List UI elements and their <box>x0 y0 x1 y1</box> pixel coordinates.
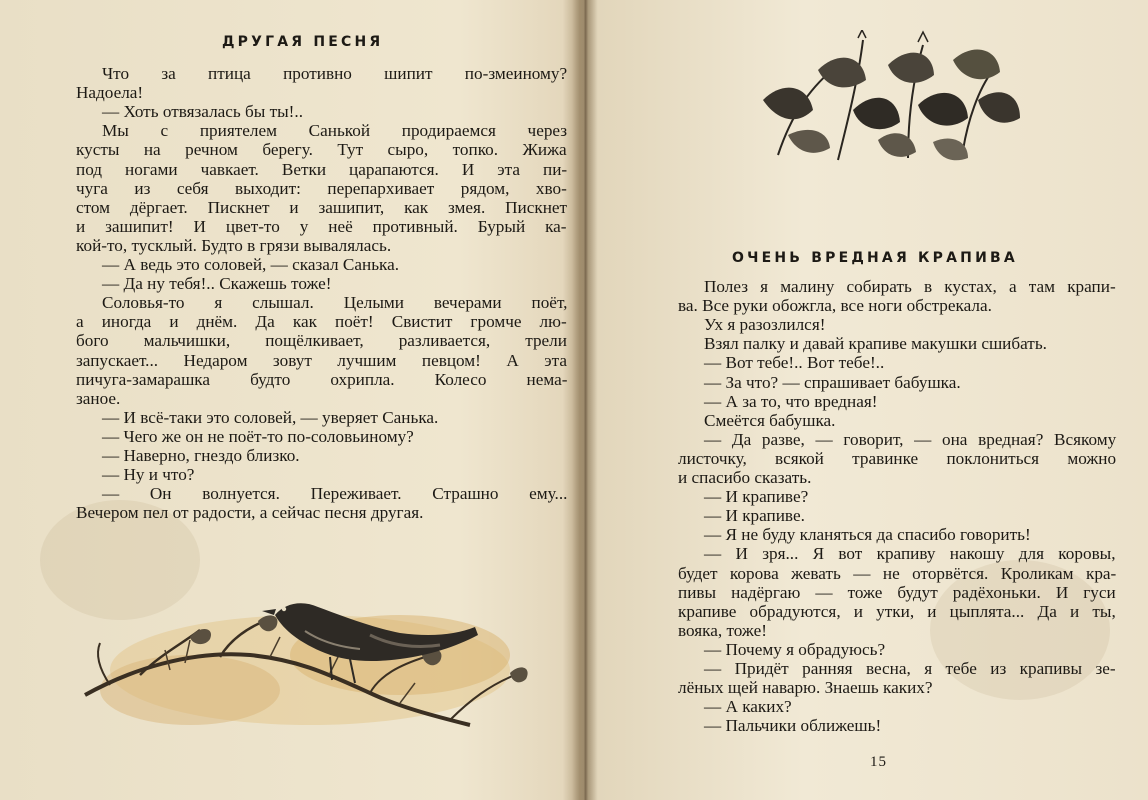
text-line: Вечером пел от радости, а сейчас песня другая. <box>76 503 424 523</box>
text-line: Надоела! <box>76 83 144 103</box>
text-line: — А каких? <box>704 697 792 717</box>
text-line: — Вот тебе!.. Вот тебе!.. <box>704 353 885 373</box>
text-line: — Да ну тебя!.. Скажешь тоже! <box>102 274 332 294</box>
text-line: чуга из себя выходит: перепархивает рядом, хво- <box>76 178 567 198</box>
text-line: кусты на речном берегу. Тут сыро, топко. Жижа <box>76 140 567 160</box>
text-line: — И крапиве? <box>704 487 809 507</box>
text-line: будет корова жевать — не оторвётся. Кроликам кра- <box>678 563 1117 583</box>
text-line: — За что? — спрашивает бабушка. <box>704 372 961 392</box>
text-line: заное. <box>76 388 121 408</box>
text-line: Смеётся бабушка. <box>704 410 836 430</box>
text-line: — Хоть отвязалась бы ты!.. <box>102 102 304 122</box>
text-line: — А ведь это соловей, — сказал Санька. <box>102 255 400 274</box>
text-line: листочку, всякой травинке поклониться можно <box>678 448 1117 468</box>
book-spine <box>572 0 598 800</box>
text-line: ва. Все руки обожгла, все ноги обстрекала. <box>678 296 992 316</box>
text-line: — Чего же он не поёт-то по-соловьиному? <box>102 426 414 446</box>
text-line: — Да разве, — говорит, — она вредная? Всякому <box>704 429 1117 449</box>
text-line: Мы с приятелем Санькой продираемся через <box>102 121 568 141</box>
text-line: стом дёргает. Пискнет и зашипит, как змея. Пискнет <box>76 197 568 217</box>
nettle-illustration <box>758 30 1028 170</box>
text-line: лёных щей наварю. Знаешь каких? <box>678 678 933 698</box>
text-line: Что за птица противно шипит по-змеиному? <box>102 64 568 83</box>
text-line: и спасибо сказать. <box>678 468 812 487</box>
page-number: 15 <box>870 754 887 770</box>
text-line: Ух я разозлился! <box>704 315 826 335</box>
text-line: пичуга-замарашка будто охрипла. Колесо нема- <box>76 369 568 389</box>
text-line: — Пальчики оближешь! <box>704 716 882 736</box>
text-line: запускает... Недаром зовут лучшим певцом! А эта <box>76 350 567 370</box>
nightingale-illustration <box>70 575 545 745</box>
text-line: Взял палку и давай крапиве макушки сшибать. <box>704 334 1047 354</box>
text-line: вояка, тоже! <box>678 620 767 640</box>
text-line: Полез я малину собирать в кустах, а там крапи- <box>704 277 1116 296</box>
right-page-heading: ОЧЕНЬ ВРЕДНАЯ КРАПИВА <box>732 250 1018 266</box>
text-line: а иногда и днём. Да как поёт! Свистит громче лю- <box>76 312 567 332</box>
text-line: Соловья-то я слышал. Целыми вечерами поёт, <box>102 293 568 313</box>
text-line: — Ну и что? <box>102 465 195 485</box>
text-line: — А за то, что вредная! <box>704 391 878 411</box>
text-line: — И всё-таки это соловей, — уверяет Санька. <box>102 407 439 427</box>
text-line: — Придёт ранняя весна, я тебе из крапивы зе- <box>704 659 1116 678</box>
text-line: — И крапиве. <box>704 506 805 526</box>
text-line: — Почему я обрадуюсь? <box>704 639 886 659</box>
text-line: пивы надёргаю — тоже будут радёхоньки. И гуси <box>678 582 1116 602</box>
right-page <box>598 0 1148 800</box>
text-line: — Он волнуется. Переживает. Страшно ему... <box>102 484 568 504</box>
text-line: — Наверно, гнездо близко. <box>102 446 300 465</box>
text-line: крапиве обрадуются, и утки, и цыплята... Да и ты, <box>678 601 1116 621</box>
text-line: и зашипит! И цвет-то у неё противный. Бурый ка- <box>76 216 567 236</box>
text-line: под ногами чавкает. Ветки царапаются. И эта пи- <box>76 159 568 179</box>
text-line: — И зря... Я вот крапиву накошу для коровы, <box>704 544 1116 564</box>
text-line: — Я не буду кланяться да спасибо говорить! <box>704 525 1031 545</box>
left-page-heading: ДРУГАЯ ПЕСНЯ <box>222 34 384 50</box>
text-line: бого мальчишки, пощёлкивает, разливается, трели <box>76 331 567 351</box>
text-line: кой-то, тусклый. Будто в грязи вывалялась. <box>76 235 392 255</box>
